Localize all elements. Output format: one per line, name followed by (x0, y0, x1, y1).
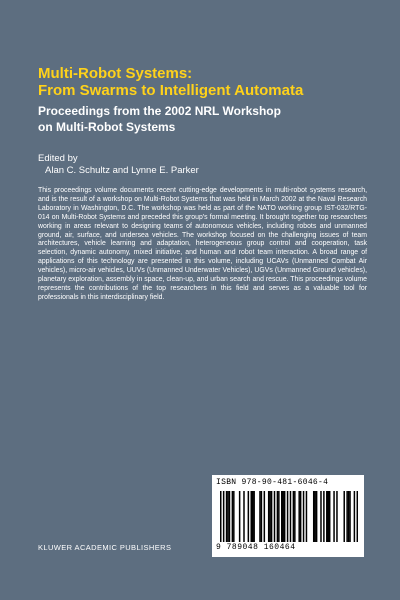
book-title-line-2: From Swarms to Intelligent Automata (38, 82, 304, 99)
book-title-line-1: Multi-Robot Systems: (38, 65, 193, 82)
barcode-panel (212, 475, 364, 557)
ean-digits: 9 789048 160464 (216, 543, 296, 552)
book-subtitle-line-2: on Multi-Robot Systems (38, 120, 176, 134)
editors-block (38, 153, 338, 177)
editors-names: Alan C. Schultz and Lynne E. Parker (45, 165, 199, 176)
book-subtitle-line-1: Proceedings from the 2002 NRL Workshop (38, 104, 281, 118)
editors-label: Edited by (38, 153, 78, 164)
isbn-text: ISBN 978-90-481-6046-4 (216, 478, 329, 487)
book-title (38, 65, 378, 99)
book-description: This proceedings volume documents recent cutting-edge developments in multi-robot systems research, and is the result of a workshop on Multi-Robot Systems that was held in March 2002 at the Naval Research Laboratory in Washington, D.C. The workshop was held as part of the NATO working group IST-032/RTG-014 on Multi-Robot Systems and preceded this group's formal meeting. It brought together top researchers working in areas relevant to designing teams of autonomous vehicles, including robots and unmanned ground, air, surface, and undersea vehicles. The workshop focused on the challenging issues of team architectures, vehicle learning and adaptation, heterogeneous group control and cooperation, task selection, dynamic autonomy, mixed initiative, and human and robot team interaction. A broad range of applications of this technology are presented in this volume, including UCAVs (Unmanned Combat Air vehicles), micro-air vehicles, UUVs (Unmanned Underwater Vehicles), UGVs (Unmanned Ground vehicles), planetary exploration, assembly in space, clean-up, and urban search and rescue. This proceedings volume represents the contributions of the top researchers in this field and serves as a valuable tool for professionals in this interdisciplinary field. (38, 187, 367, 301)
publisher-name: KLUWER ACADEMIC PUBLISHERS (38, 543, 172, 552)
book-subtitle (38, 103, 378, 135)
barcode-bars (220, 491, 358, 542)
